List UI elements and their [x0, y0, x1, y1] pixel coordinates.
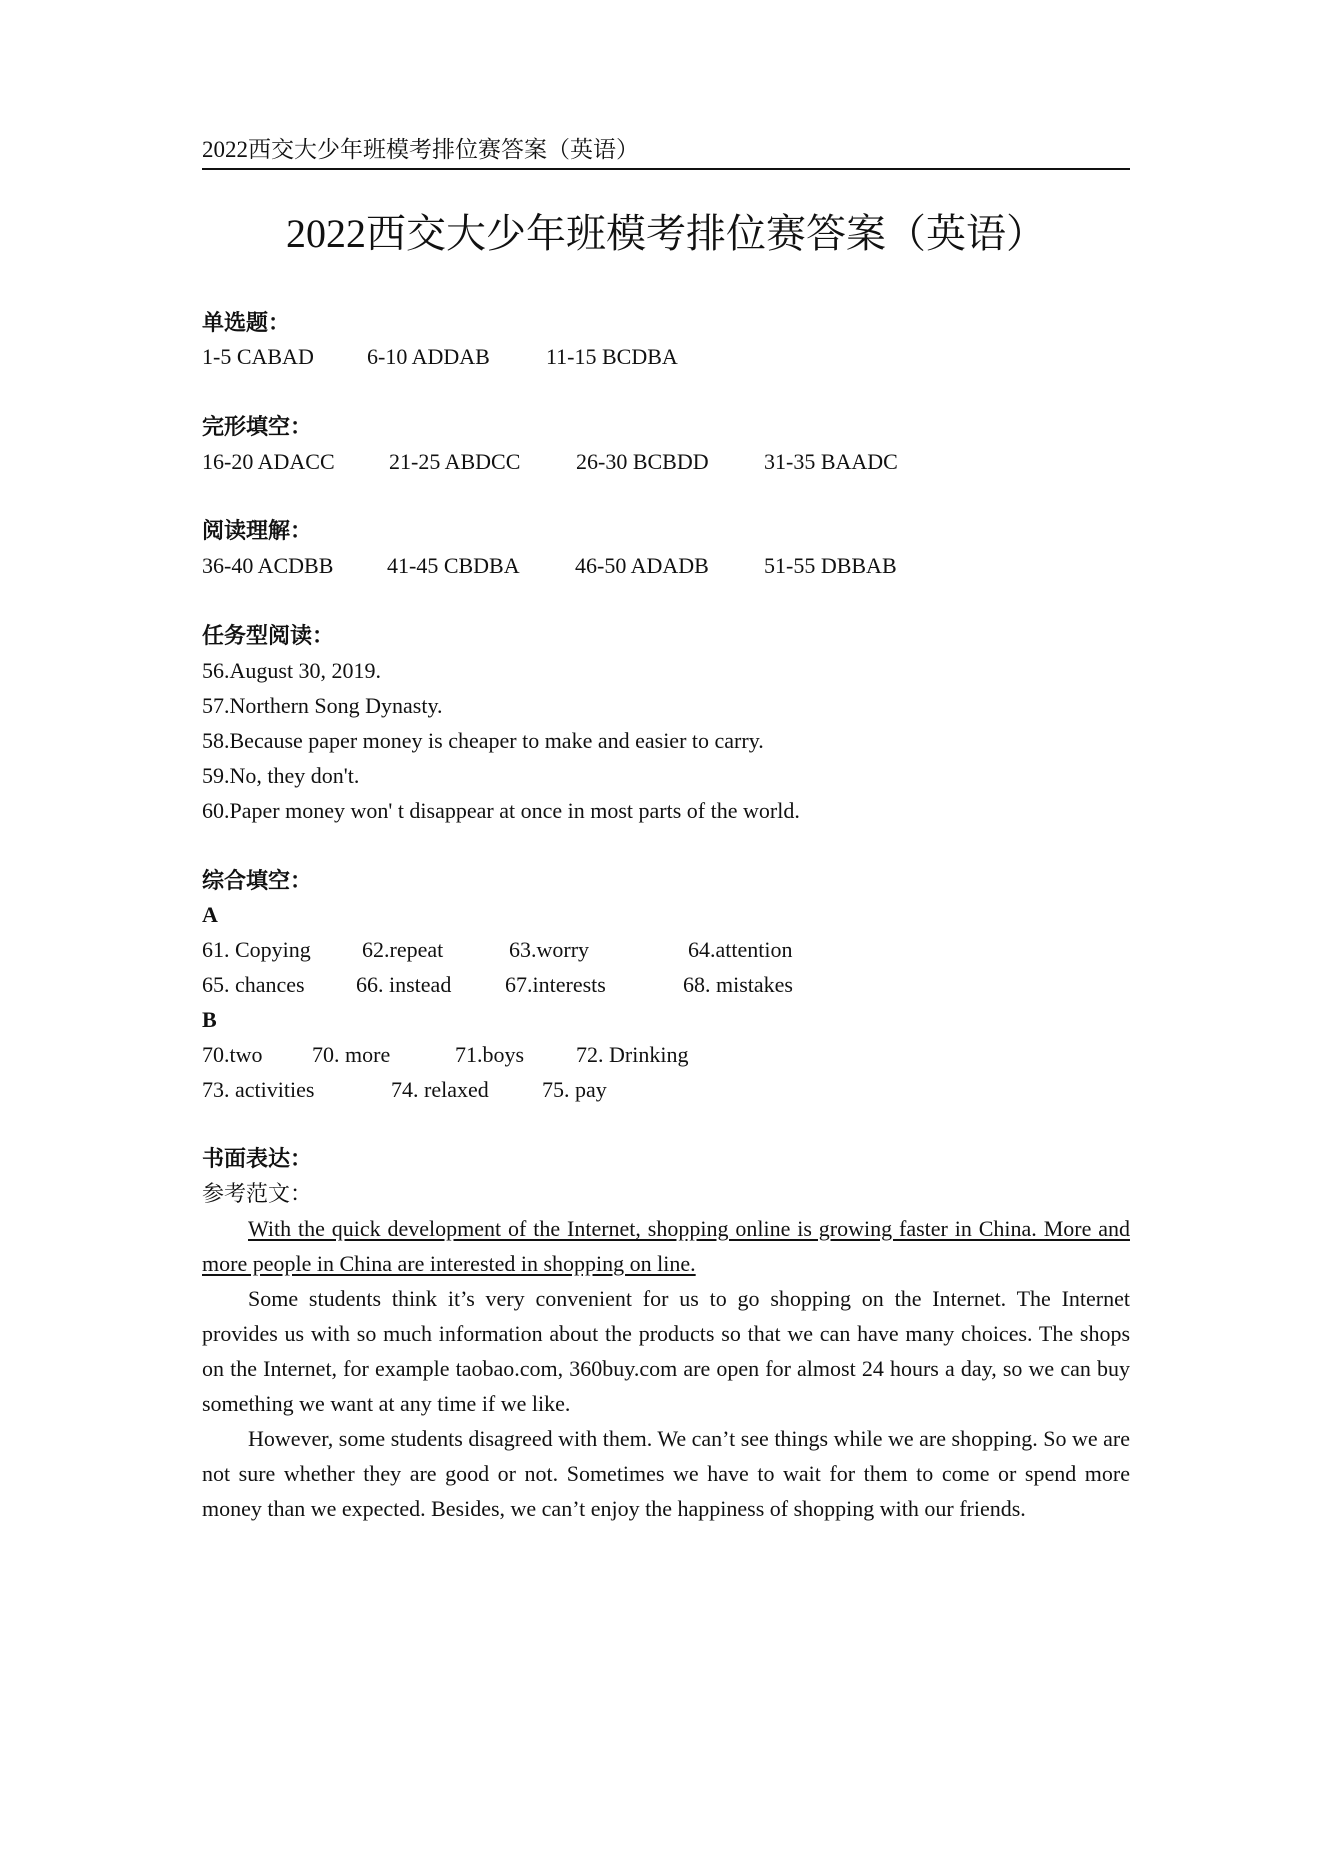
- task-reading-answers: [202, 653, 1130, 828]
- comprehensive-answers: [202, 897, 1130, 1107]
- part-b-row-1: [202, 1037, 1130, 1072]
- blank-answer: 70.two: [202, 1042, 263, 1067]
- task-answer-57: 57.Northern Song Dynasty.: [202, 693, 443, 718]
- answer-group: 16-20 ADACC: [202, 449, 335, 474]
- answer-group: 36-40 ACDBB: [202, 553, 334, 578]
- blank-answer: 65. chances: [202, 972, 305, 997]
- task-answer-56: 56.August 30, 2019.: [202, 658, 382, 683]
- blank-answer: 71.boys: [455, 1042, 525, 1067]
- blank-answer: 68. mistakes: [683, 972, 793, 997]
- task-answer-60: 60.Paper money won' t disappear at once in most parts of the world.: [202, 798, 800, 823]
- blank-answer: 73. activities: [202, 1077, 315, 1102]
- reading-heading: 阅读理解：: [202, 518, 313, 543]
- answer-group: 26-30 BCBDD: [576, 449, 709, 474]
- blank-answer: 72. Drinking: [576, 1042, 689, 1067]
- blank-answer: 64.attention: [688, 937, 793, 962]
- task-answer-58: 58.Because paper money is cheaper to make and easier to carry.: [202, 728, 764, 753]
- reading-answers: [0, 548, 1323, 583]
- answer-group: 11-15 BCDBA: [546, 344, 678, 369]
- writing-heading: 书面表达：: [202, 1146, 313, 1171]
- blank-answer: 67.interests: [505, 972, 606, 997]
- answer-group: 46-50 ADADB: [575, 553, 709, 578]
- comprehensive-heading: 综合填空：: [202, 868, 313, 893]
- sample-essay-label: 参考范文：: [202, 1181, 313, 1206]
- essay-paragraph-2: Some students think it’s very convenient for us to go shopping on the Internet. The Internet provides us with so much information about the products so that we can have many choices. The shops on the Internet, for example taobao.com, 360buy.com are open for almost 24 hours a day, so we can buy something we want at any time if we like.: [202, 1286, 1130, 1416]
- part-a-row-1: [202, 932, 1130, 967]
- blank-answer: 66. instead: [356, 972, 452, 997]
- header-divider: [202, 168, 1130, 170]
- blank-answer: 61. Copying: [202, 937, 311, 962]
- blank-answer: 62.repeat: [362, 937, 444, 962]
- part-a-label: A: [202, 902, 218, 927]
- answer-group: 51-55 DBBAB: [764, 553, 897, 578]
- answer-group: 6-10 ADDAB: [367, 344, 490, 369]
- single-choice-heading: 单选题：: [202, 310, 291, 335]
- answer-group: 31-35 BAADC: [764, 449, 898, 474]
- blank-answer: 74. relaxed: [391, 1077, 489, 1102]
- task-reading-heading: 任务型阅读：: [202, 623, 335, 648]
- blank-answer: 70. more: [312, 1042, 391, 1067]
- writing-section: [202, 1176, 1130, 1526]
- cloze-heading: 完形填空：: [202, 414, 313, 439]
- essay-paragraph-1: With the quick development of the Internet, shopping online is growing faster in China. More and more people in China are interested in shopping on line.: [202, 1216, 1130, 1276]
- task-answer-59: 59.No, they don't.: [202, 763, 360, 788]
- essay-paragraph-3: However, some students disagreed with them. We can’t see things while we are shopping. So we are not sure whether they are good or not. Sometimes we have to wait for them to come or spend more money than we expected. Besides, we can’t enjoy the happiness of shopping with our friends.: [202, 1426, 1130, 1521]
- cloze-answers: [0, 444, 1323, 479]
- blank-answer: 75. pay: [542, 1077, 607, 1102]
- part-b-row-2: [202, 1072, 1130, 1107]
- single-choice-answers: [0, 339, 1323, 374]
- part-a-row-2: [202, 967, 1130, 1002]
- answer-group: 1-5 CABAD: [202, 344, 314, 369]
- answer-group: 21-25 ABDCC: [389, 449, 521, 474]
- running-header: 2022西交大少年班模考排位赛答案（英语）: [202, 137, 639, 162]
- document-title: 2022西交大少年班模考排位赛答案（英语）: [286, 211, 1046, 256]
- answer-group: 41-45 CBDBA: [387, 553, 520, 578]
- blank-answer: 63.worry: [509, 937, 590, 962]
- part-b-label: B: [202, 1007, 217, 1032]
